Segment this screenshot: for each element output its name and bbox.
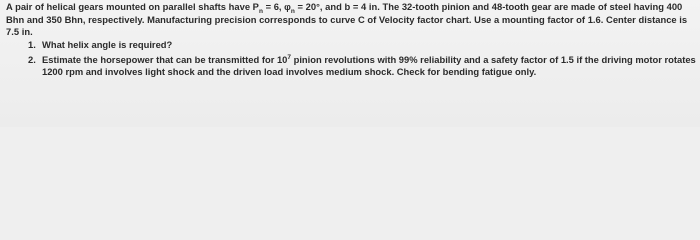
question-list	[28, 39, 696, 81]
problem-statement	[6, 1, 696, 39]
question-text	[42, 54, 696, 79]
question-text-part-1: Estimate the horsepower that can be transmitted for 10	[42, 53, 288, 65]
question-number: 1.	[28, 39, 36, 50]
question-number: 2.	[28, 53, 36, 65]
question-item-2	[28, 54, 696, 79]
intro-text-2: = 6, φ	[262, 1, 291, 12]
intro-text-1: A pair of helical gears mounted on parallel shafts have P	[6, 1, 259, 12]
question-item-1	[28, 39, 696, 52]
phi-subscript: n	[290, 7, 295, 15]
exponent: 7	[287, 53, 291, 61]
intro-text-3: = 20°, and b = 4 in. The 32-tooth pinion and 48-tooth gear are made of steel having 400 Bhn and 350 Bhn, respectively. Manufacturing precision corresponds to curve C of Velocity factor chart. Use a mounting factor of 1.6. Center distance is 7.5 in.	[6, 1, 688, 38]
pn-subscript: n	[258, 7, 263, 15]
question-text: What helix angle is required?	[42, 39, 173, 50]
question-text-part-2: pinion revolutions with 99% reliability and a safety factor of 1.5 if the driving motor rotates 1200 rpm and involves light shock and the driven load involves medium shock. Check for bending fatigue only.	[42, 53, 696, 78]
